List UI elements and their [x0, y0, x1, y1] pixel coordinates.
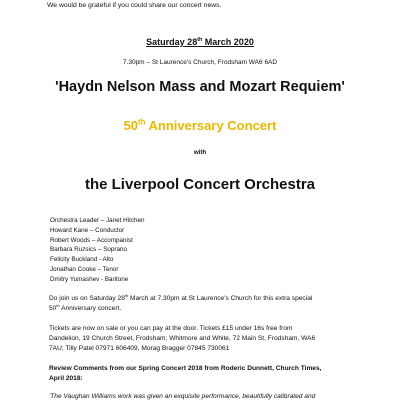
tickets-line: 7AU; Tilly Patel 07971 606409, Morag Bragger 07845 730061	[49, 345, 230, 352]
with-label: with	[193, 149, 207, 156]
venue-line: 7.30pm – St Laurence's Church, Frodsham WA6 6AD	[122, 59, 278, 66]
anniversary-number: 50	[123, 118, 139, 133]
review-quote: 'The Vaughan Williams work was given an exquisite performance, beautifully calibrated and	[49, 393, 316, 400]
anniversary-heading	[0, 119, 400, 132]
concert-date	[0, 38, 400, 47]
concert-date-suffix: th	[197, 37, 203, 43]
tickets-paragraph	[49, 324, 315, 354]
invite-line-2-suffix: th	[56, 302, 60, 308]
performer-line: Robert Woods – Accompanist	[50, 236, 133, 244]
intro-text: We would be grateful if you could share our concert news.	[47, 2, 222, 9]
performers-list	[50, 216, 145, 285]
anniversary-text: Anniversary Concert	[145, 118, 277, 133]
review-heading-line: Review Comments from our Spring Concert 2018 from Roderic Dunnett, Church Times,	[49, 365, 322, 372]
review-heading-line: April 2018:	[49, 375, 83, 382]
concert-title: 'Haydn Nelson Mass and Mozart Requiem'	[55, 79, 345, 95]
review-heading	[49, 364, 321, 384]
invite-line-1	[49, 294, 312, 304]
invite-paragraph	[49, 294, 312, 314]
performer-line: Jonathan Cooke – Tenor	[50, 265, 119, 273]
orchestra-name: the Liverpool Concert Orchestra	[84, 176, 316, 193]
tickets-line: Tickets are now on sale or you can pay at the door. Tickets £15 under 16s free from	[49, 325, 293, 332]
performer-line: Felicity Buckland - Alto	[50, 256, 114, 264]
invite-line-2-end: Anniversary concert.	[59, 305, 122, 312]
anniversary-suffix: th	[138, 117, 146, 127]
invite-line-1-end: March at 7.30pm at St Laurence's Church for this extra special	[128, 295, 313, 302]
tickets-line: Dandelion, 19 Church Street, Frodsham; Whitmore and White, 72 Main St, Frodsham, WA6	[49, 335, 316, 342]
performer-line: Orchestra Leader – Janet Hitchen	[50, 217, 145, 224]
invite-line-2-start: 50	[49, 305, 57, 312]
performer-line: Barbara Ruzsics – Soprano	[50, 246, 128, 254]
concert-date-main: Saturday 28	[146, 37, 198, 47]
concert-date-month: March 2020	[202, 37, 254, 47]
invite-line-2	[49, 304, 312, 314]
performer-line: Dmitry Yumashev - Baritone	[50, 275, 129, 283]
invite-line-1-start: Do join us on Saturday 28	[49, 295, 125, 302]
invite-line-1-suffix: th	[124, 292, 129, 298]
performer-line: Howard Kane – Conductor	[50, 226, 125, 234]
